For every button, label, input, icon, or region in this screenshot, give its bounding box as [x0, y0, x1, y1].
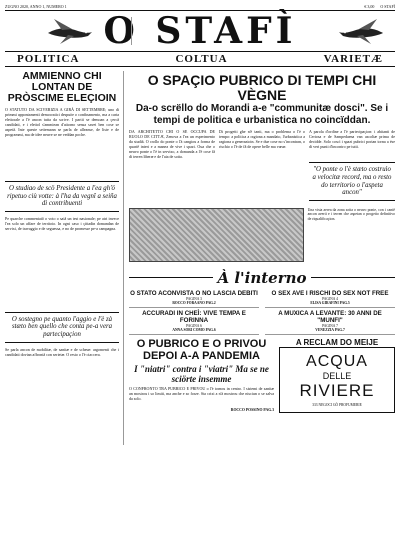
interno-item-page: PAGINA 6 [186, 323, 202, 328]
interno-item-title[interactable]: ACCURADI IN CHEÌ: VIVE TEMPA E FORINNA [142, 309, 246, 324]
section-varietae[interactable]: VARIETÆ [323, 53, 383, 65]
flying-fish-icon [335, 17, 387, 45]
section-coltua[interactable]: COLTUA [175, 53, 228, 65]
bottom-article [129, 338, 274, 413]
interno-item-author: ANNA SORI COMO PAG.6 [172, 327, 216, 332]
interno-item-page: PAGINA 4 [322, 296, 338, 301]
ad-line-2: DELLE [322, 370, 352, 381]
interno-label: À l'interno [217, 268, 307, 287]
left-headline[interactable]: AMMIENNO CHI LONTAN DE PRÒSCIME ELEÇIOIN [7, 70, 117, 105]
ad-box[interactable] [279, 347, 395, 413]
main-subhead: Da-o scrëllo do Morandi a-e "communitæ dosci". Se i tempi de politica e urbanistica no coincïddan. [135, 103, 389, 126]
masthead-logo: O STAFÌ [103, 10, 297, 52]
interno-item-title[interactable]: O STATO ACONVISTA O NO LASCIA DEBITI [130, 289, 258, 297]
interno-item-title[interactable]: A MUXICA A LEVANTE: 30 ANNI DE "MUNFI" [278, 309, 382, 324]
bottom-body: O CONFRONTO TRA PUBRICO E PRIVOU o l'è tornou in centro. I sistemi de sanitæ an mostrou i so limiti, ma anche e so forze. Sta crixi a n'à mostrou che nisciun o se salva da solo. [129, 385, 274, 401]
interno-boxes [129, 290, 395, 335]
left-article [5, 71, 124, 445]
photo-row [129, 204, 395, 265]
bottom-author: ROCCO POSSINO PAG.3 [230, 407, 274, 412]
interno-item[interactable] [265, 290, 395, 308]
interno-item-author: ELISA GIRAFINI PAG.5 [310, 300, 350, 305]
flying-fish-icon [13, 17, 132, 45]
left-quote-2: O sostegno pe quanto l'aggio e l'è zà stæto ben quello che conta pe-a vera partecipaçion [5, 312, 119, 343]
masthead [5, 11, 395, 51]
left-body-2: Pe quarche commentatô o voto o saiâ un test nasionale; pe atri invece l'ea solo un affare de territoio. In ogni caso i çittadin domandan de servixi, de travaggio e de seguessa, e no de promesse pe-a campagna. [5, 215, 119, 231]
ad-heading: A RECLAM DO MEIJE [295, 337, 379, 347]
interno-header [129, 269, 395, 287]
main-headline[interactable]: O SPAÇIO PUBRICO DI TEMPI CHI VÈGNE [147, 72, 377, 103]
left-body-3: Se parla ancon de mobilitæ, de sanitæ e de scheue: argomenti che i candidati dovian affrontâ con serietæ. O resto o l'è ciaccera. [5, 346, 119, 357]
ad-line-3: RIVIERE [299, 380, 375, 400]
brand-small: O STAFÌ [380, 4, 395, 9]
interno-item-page: PAGINA 7 [322, 323, 338, 328]
bottom-headline[interactable]: O PUBRICO E O PRIVOU DEPOI A-A PANDEMIA [136, 337, 267, 362]
issue-price: € 3,00 [364, 4, 375, 9]
issue-date: ZUGNO 2020, ANNO 1, NUMERO 1 [5, 4, 67, 9]
content-columns [5, 71, 395, 445]
lower-row [129, 338, 395, 413]
section-politica[interactable]: POLITICA [17, 53, 80, 65]
left-quote-1: O studiao de scö Presidente a l'ea gh'ö ripetuo ciù votte: à l'ha da vegnî a seiña di contribuenti [5, 181, 119, 212]
interno-item[interactable] [265, 310, 395, 335]
main-col-2: Di progetti ghe n'è tanti, ma o problema o l'è o tempo: a politica a ragiona a mandato, l'urbanistica a ragiona a generazioin. Se e due cose no s'incontran, o rischio o l'è de fâ de opere belle ma vœue. [219, 129, 305, 150]
interno-item[interactable] [129, 310, 259, 335]
ad-line-1: ACQUA [306, 352, 368, 370]
ad-tagline: 333 NEGOCI GÒ PROFUMERIE [312, 402, 362, 407]
interno-item-title[interactable]: O SEX AVE I RISCHI DO SEX NOT FREE [271, 289, 389, 297]
interno-item-author: VENEZZIA PAG.7 [315, 327, 345, 332]
section-bar [5, 51, 395, 67]
main-col-3: A parola d'ordine a l'è partecipaçion: i abitanti de Certosa e de Sampedaena van ascoltæ prima de decidde. Solo coscì i spazi pubrici porian torna a ëse di veri punti d'incontro pe tutti. [309, 129, 395, 150]
right-area [129, 71, 395, 445]
interno-item-page: PAGINA 3 [186, 296, 202, 301]
main-body-columns [129, 129, 395, 203]
aerial-photo [129, 208, 304, 262]
interno-item[interactable] [129, 290, 259, 308]
interno-item-author: ROCCO FORAANO PAG.2 [172, 300, 216, 305]
bottom-subhead: I "niatri" contra i "viatri" Ma se ne sciörte insemme [134, 363, 269, 384]
advertisement[interactable] [279, 338, 395, 413]
main-pull-quote: "O ponte o l'è stæto costruìo a velocitæ record, ma o resto do territorio o l'aspeta ancon" [309, 162, 395, 200]
main-col-1: DA ARCHITETTO CHI O SE OCCUPA DE RUOLO DE CITTÆ, Zenova a l'ea un esperimento da studiâ. O crollo do ponte o l'à cangiou a forma de quartê interi e a manea de vive i spazi. Oua che o neuvo ponte o l'è in servixo, a domanda a l'è cose fâ di terren liberæ e de l'aia de sotta. [129, 129, 215, 160]
photo-caption: Una vista aerea da zona sotta o neuvo ponte, con i cantê ancon averti e i terren che aspetan o progetto definitivo de riqualificaçion. [307, 207, 395, 221]
left-body-1: O STATUTO DA SCIVERIZIA A GIRÀ DI SETTEMBRE; uno di primmi appontamenti democratici despuòe o confinamento, ma a carta elettorale a l'è ancon tutta da scrive. I partii se demoan a çercâ candidati, e i elettoî s'ammiean d'attorno sensa savei ben cose se aspetâ. Inte queste settemann se parla de alleanse, de liste e de programmi, ma de idee neuve se ne veddan poche. [5, 107, 119, 138]
